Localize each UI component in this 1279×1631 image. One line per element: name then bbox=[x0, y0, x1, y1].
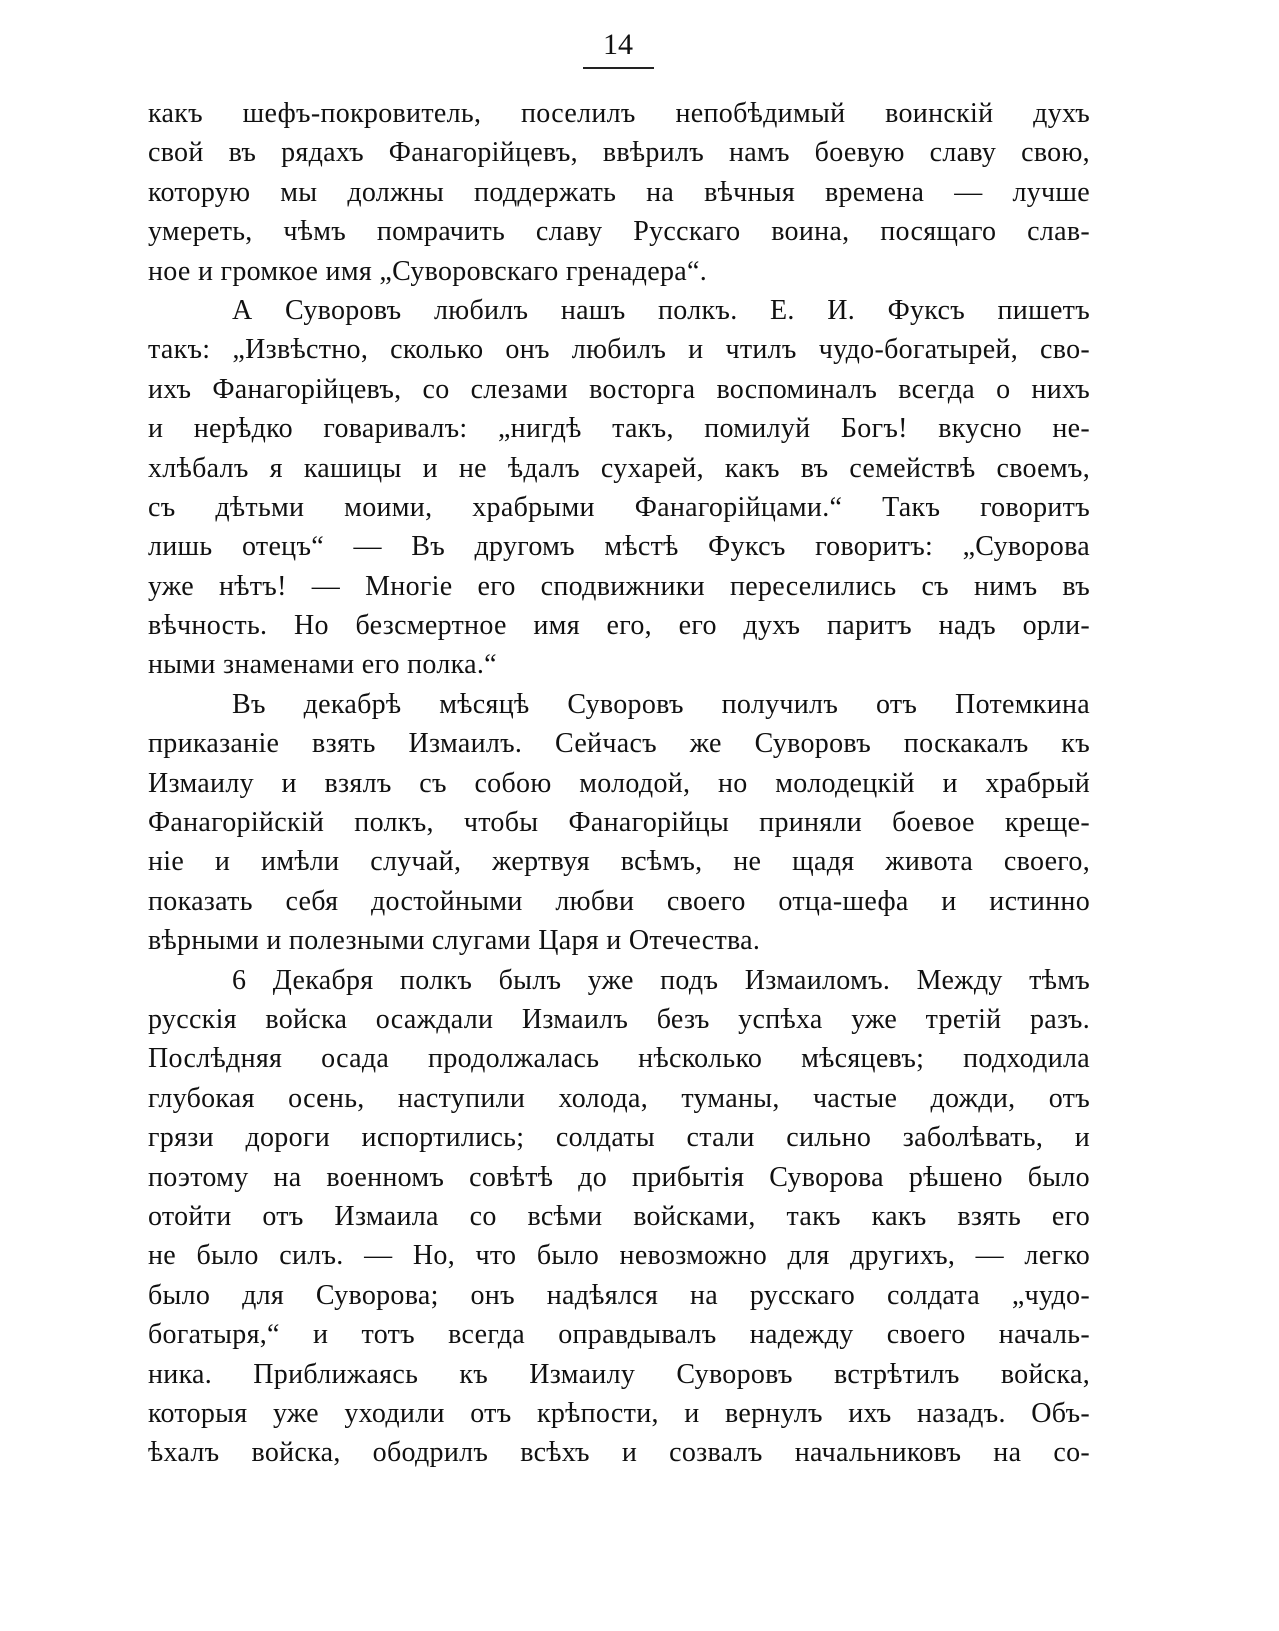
body-text bbox=[148, 94, 1090, 1473]
text-line: уже нѣтъ! — Многіе его сподвижники переселились съ нимъ въ bbox=[148, 570, 1090, 602]
page-number-rule bbox=[583, 67, 654, 69]
text-line: показать себя достойными любви своего отца-шефа и истинно bbox=[148, 885, 1090, 917]
text-line: 6 Декабря полкъ былъ уже подъ Измаиломъ. Между тѣмъ bbox=[232, 964, 1090, 996]
text-line: которую мы должны поддержать на вѣчныя времена — лучше bbox=[148, 176, 1090, 208]
text-line: поэтому на военномъ совѣтѣ до прибытія Суворова рѣшено было bbox=[148, 1161, 1090, 1193]
text-line: ное и громкое имя „Суворовскаго гренадера“. bbox=[148, 255, 708, 287]
text-line: умереть, чѣмъ помрачить славу Русскаго воина, посящаго слав- bbox=[148, 216, 1090, 248]
text-line: ѣхалъ войска, ободрилъ всѣхъ и созвалъ начальниковъ на со- bbox=[148, 1437, 1090, 1469]
text-line: ными знаменами его полка.“ bbox=[148, 649, 497, 681]
text-line: ихъ Фанагорійцевъ, со слезами восторга воспоминалъ всегда о нихъ bbox=[148, 373, 1090, 405]
text-line: ника. Приближаясь къ Измаилу Суворовъ встрѣтилъ войска, bbox=[148, 1358, 1090, 1390]
page-number: 14 bbox=[603, 28, 633, 61]
paragraph bbox=[148, 961, 1090, 1473]
text-line: Послѣдняя осада продолжалась нѣсколько мѣсяцевъ; подходила bbox=[148, 1043, 1090, 1075]
text-line: было для Суворова; онъ надѣялся на русскаго солдата „чудо- bbox=[148, 1279, 1090, 1311]
text-line: вѣрными и полезными слугами Царя и Отечества. bbox=[148, 925, 761, 957]
text-line: не было силъ. — Но, что было невозможно для другихъ, — легко bbox=[148, 1240, 1090, 1272]
text-line: Въ декабрѣ мѣсяцѣ Суворовъ получилъ отъ Потемкина bbox=[232, 688, 1090, 720]
text-line: А Суворовъ любилъ нашъ полкъ. Е. И. Фуксъ пишетъ bbox=[232, 294, 1090, 326]
text-line: какъ шефъ-покровитель, поселилъ непобѣдимый воинскій духъ bbox=[148, 98, 1090, 129]
text-line: отойти отъ Измаила со всѣми войсками, такъ какъ взять его bbox=[148, 1200, 1090, 1232]
text-line: богатыря,“ и тотъ всегда оправдывалъ надежду своего началь- bbox=[148, 1319, 1090, 1351]
text-line: приказаніе взять Измаилъ. Сейчасъ же Суворовъ поскакалъ къ bbox=[148, 728, 1090, 760]
text-line: свой въ рядахъ Фанагорійцевъ, ввѣрилъ намъ боевую славу свою, bbox=[148, 137, 1090, 169]
text-line: русскія войска осаждали Измаилъ безъ успѣха уже третій разъ. bbox=[148, 1003, 1090, 1035]
text-line: которыя уже уходили отъ крѣпости, и вернулъ ихъ назадъ. Объ- bbox=[148, 1397, 1090, 1429]
text-line: лишь отецъ“ — Въ другомъ мѣстѣ Фуксъ говоритъ: „Суворова bbox=[148, 531, 1090, 563]
text-line: такъ: „Извѣстно, сколько онъ любилъ и чтилъ чудо-богатырей, сво- bbox=[148, 334, 1090, 366]
paragraph bbox=[148, 685, 1090, 961]
text-line: и нерѣдко говаривалъ: „нигдѣ такъ, помилуй Богъ! вкусно не- bbox=[148, 413, 1090, 445]
text-line: Измаилу и взялъ съ собою молодой, но молодецкій и храбрый bbox=[148, 767, 1090, 799]
text-line: хлѣбалъ я кашицы и не ѣдалъ сухарей, какъ въ семействѣ своемъ, bbox=[148, 452, 1090, 484]
text-line: съ дѣтьми моими, храбрыми Фанагорійцами.“ Такъ говоритъ bbox=[148, 491, 1090, 523]
paragraph bbox=[148, 291, 1090, 685]
paragraph bbox=[148, 94, 1090, 291]
text-line: вѣчность. Но безсмертное имя его, его духъ паритъ надъ орли- bbox=[148, 610, 1090, 642]
text-line: ніе и имѣли случай, жертвуя всѣмъ, не щадя живота своего, bbox=[148, 846, 1090, 878]
text-line: Фанагорійскій полкъ, чтобы Фанагорійцы приняли боевое креще- bbox=[148, 807, 1090, 839]
text-line: глубокая осень, наступили холода, туманы, частые дожди, отъ bbox=[148, 1082, 1090, 1114]
text-line: грязи дороги испортились; солдаты стали сильно заболѣвать, и bbox=[148, 1122, 1090, 1154]
